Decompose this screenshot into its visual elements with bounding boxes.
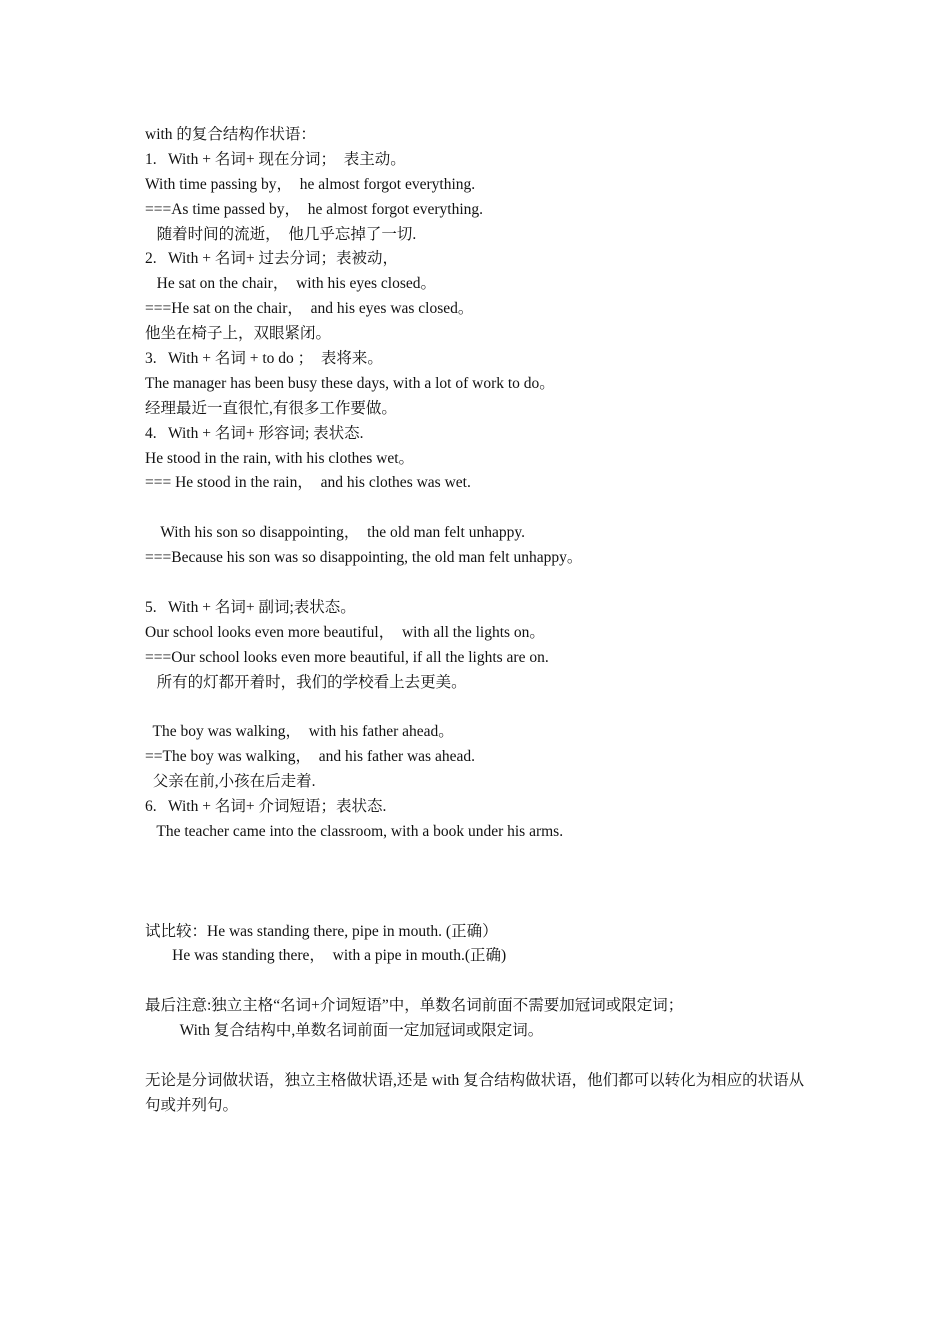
blank-line xyxy=(145,895,815,920)
text-line: 他坐在椅子上，双眼紧闭。 xyxy=(145,325,332,343)
text-line: 2. With + 名词+ 过去分词；表被动， xyxy=(145,250,398,268)
blank-line xyxy=(145,571,815,596)
text-line: He was standing there， with a pipe in mouth.(正确) xyxy=(145,947,507,965)
text-line: With time passing by， he almost forgot everything. xyxy=(145,175,476,193)
blank-line xyxy=(145,1044,815,1069)
text-line: 6. With + 名词+ 介词短语；表状态. xyxy=(145,798,387,816)
text-line: ==The boy was walking， and his father was ahead. xyxy=(145,748,475,766)
blank-line xyxy=(145,969,815,994)
text-line: ===As time passed by， he almost forgot everything. xyxy=(145,200,484,218)
blank-line xyxy=(145,870,815,895)
text-line: 最后注意:独立主格“名词+介词短语”中，单数名词前面不需要加冠词或限定词； xyxy=(145,997,684,1015)
text-line: The manager has been busy these days, with a lot of work to do。 xyxy=(145,374,555,392)
text-line: He stood in the rain, with his clothes wet。 xyxy=(145,449,415,467)
text-line: With 复合结构中,单数名词前面一定加冠词或限定词。 xyxy=(145,1022,544,1040)
text-line: 3. With + 名词 + to do ； 表将来。 xyxy=(145,350,383,368)
text-line: He sat on the chair， with his eyes closed。 xyxy=(145,275,436,293)
text-line: 随着时间的流逝， 他几乎忘掉了一切. xyxy=(145,225,417,243)
text-line: 4. With + 名词+ 形容词; 表状态. xyxy=(145,424,364,442)
text-line: === He stood in the rain， and his clothes was wet. xyxy=(145,474,471,492)
text-line: with 的复合结构作状语： xyxy=(145,126,316,143)
text-line: The teacher came into the classroom, with a book under his arms. xyxy=(145,822,564,840)
text-line: Our school looks even more beautiful， with all the lights on。 xyxy=(145,623,545,641)
text-line: 5. With + 名词+ 副词;表状态。 xyxy=(145,598,356,616)
text-line: 试比较：He was standing there, pipe in mouth. (正确） xyxy=(145,922,498,940)
blank-line xyxy=(145,496,815,521)
text-line: ===Because his son was so disappointing, the old man felt unhappy。 xyxy=(145,549,583,567)
text-line: ===He sat on the chair， and his eyes was closed。 xyxy=(145,300,474,318)
text-line: 所有的灯都开着时，我们的学校看上去更美。 xyxy=(145,673,467,691)
text-line: The boy was walking， with his father ahead。 xyxy=(145,723,454,741)
text-line: 1. With + 名词+ 现在分词； 表主动。 xyxy=(145,150,406,168)
paragraph: 无论是分词做状语，独立主格做状语,还是 with 复合结构做状语，他们都可以转化为相应的状语从句或并列句。 xyxy=(145,1071,805,1114)
text-line: 父亲在前,小孩在后走着. xyxy=(145,773,316,791)
text-line: With his son so disappointing， the old man felt unhappy. xyxy=(145,524,525,542)
blank-line xyxy=(145,695,815,720)
blank-line xyxy=(145,845,815,870)
text-line: 经理最近一直很忙,有很多工作要做。 xyxy=(145,399,397,417)
text-line: ===Our school looks even more beautiful, if all the lights are on. xyxy=(145,648,549,666)
document-body xyxy=(145,123,815,1119)
